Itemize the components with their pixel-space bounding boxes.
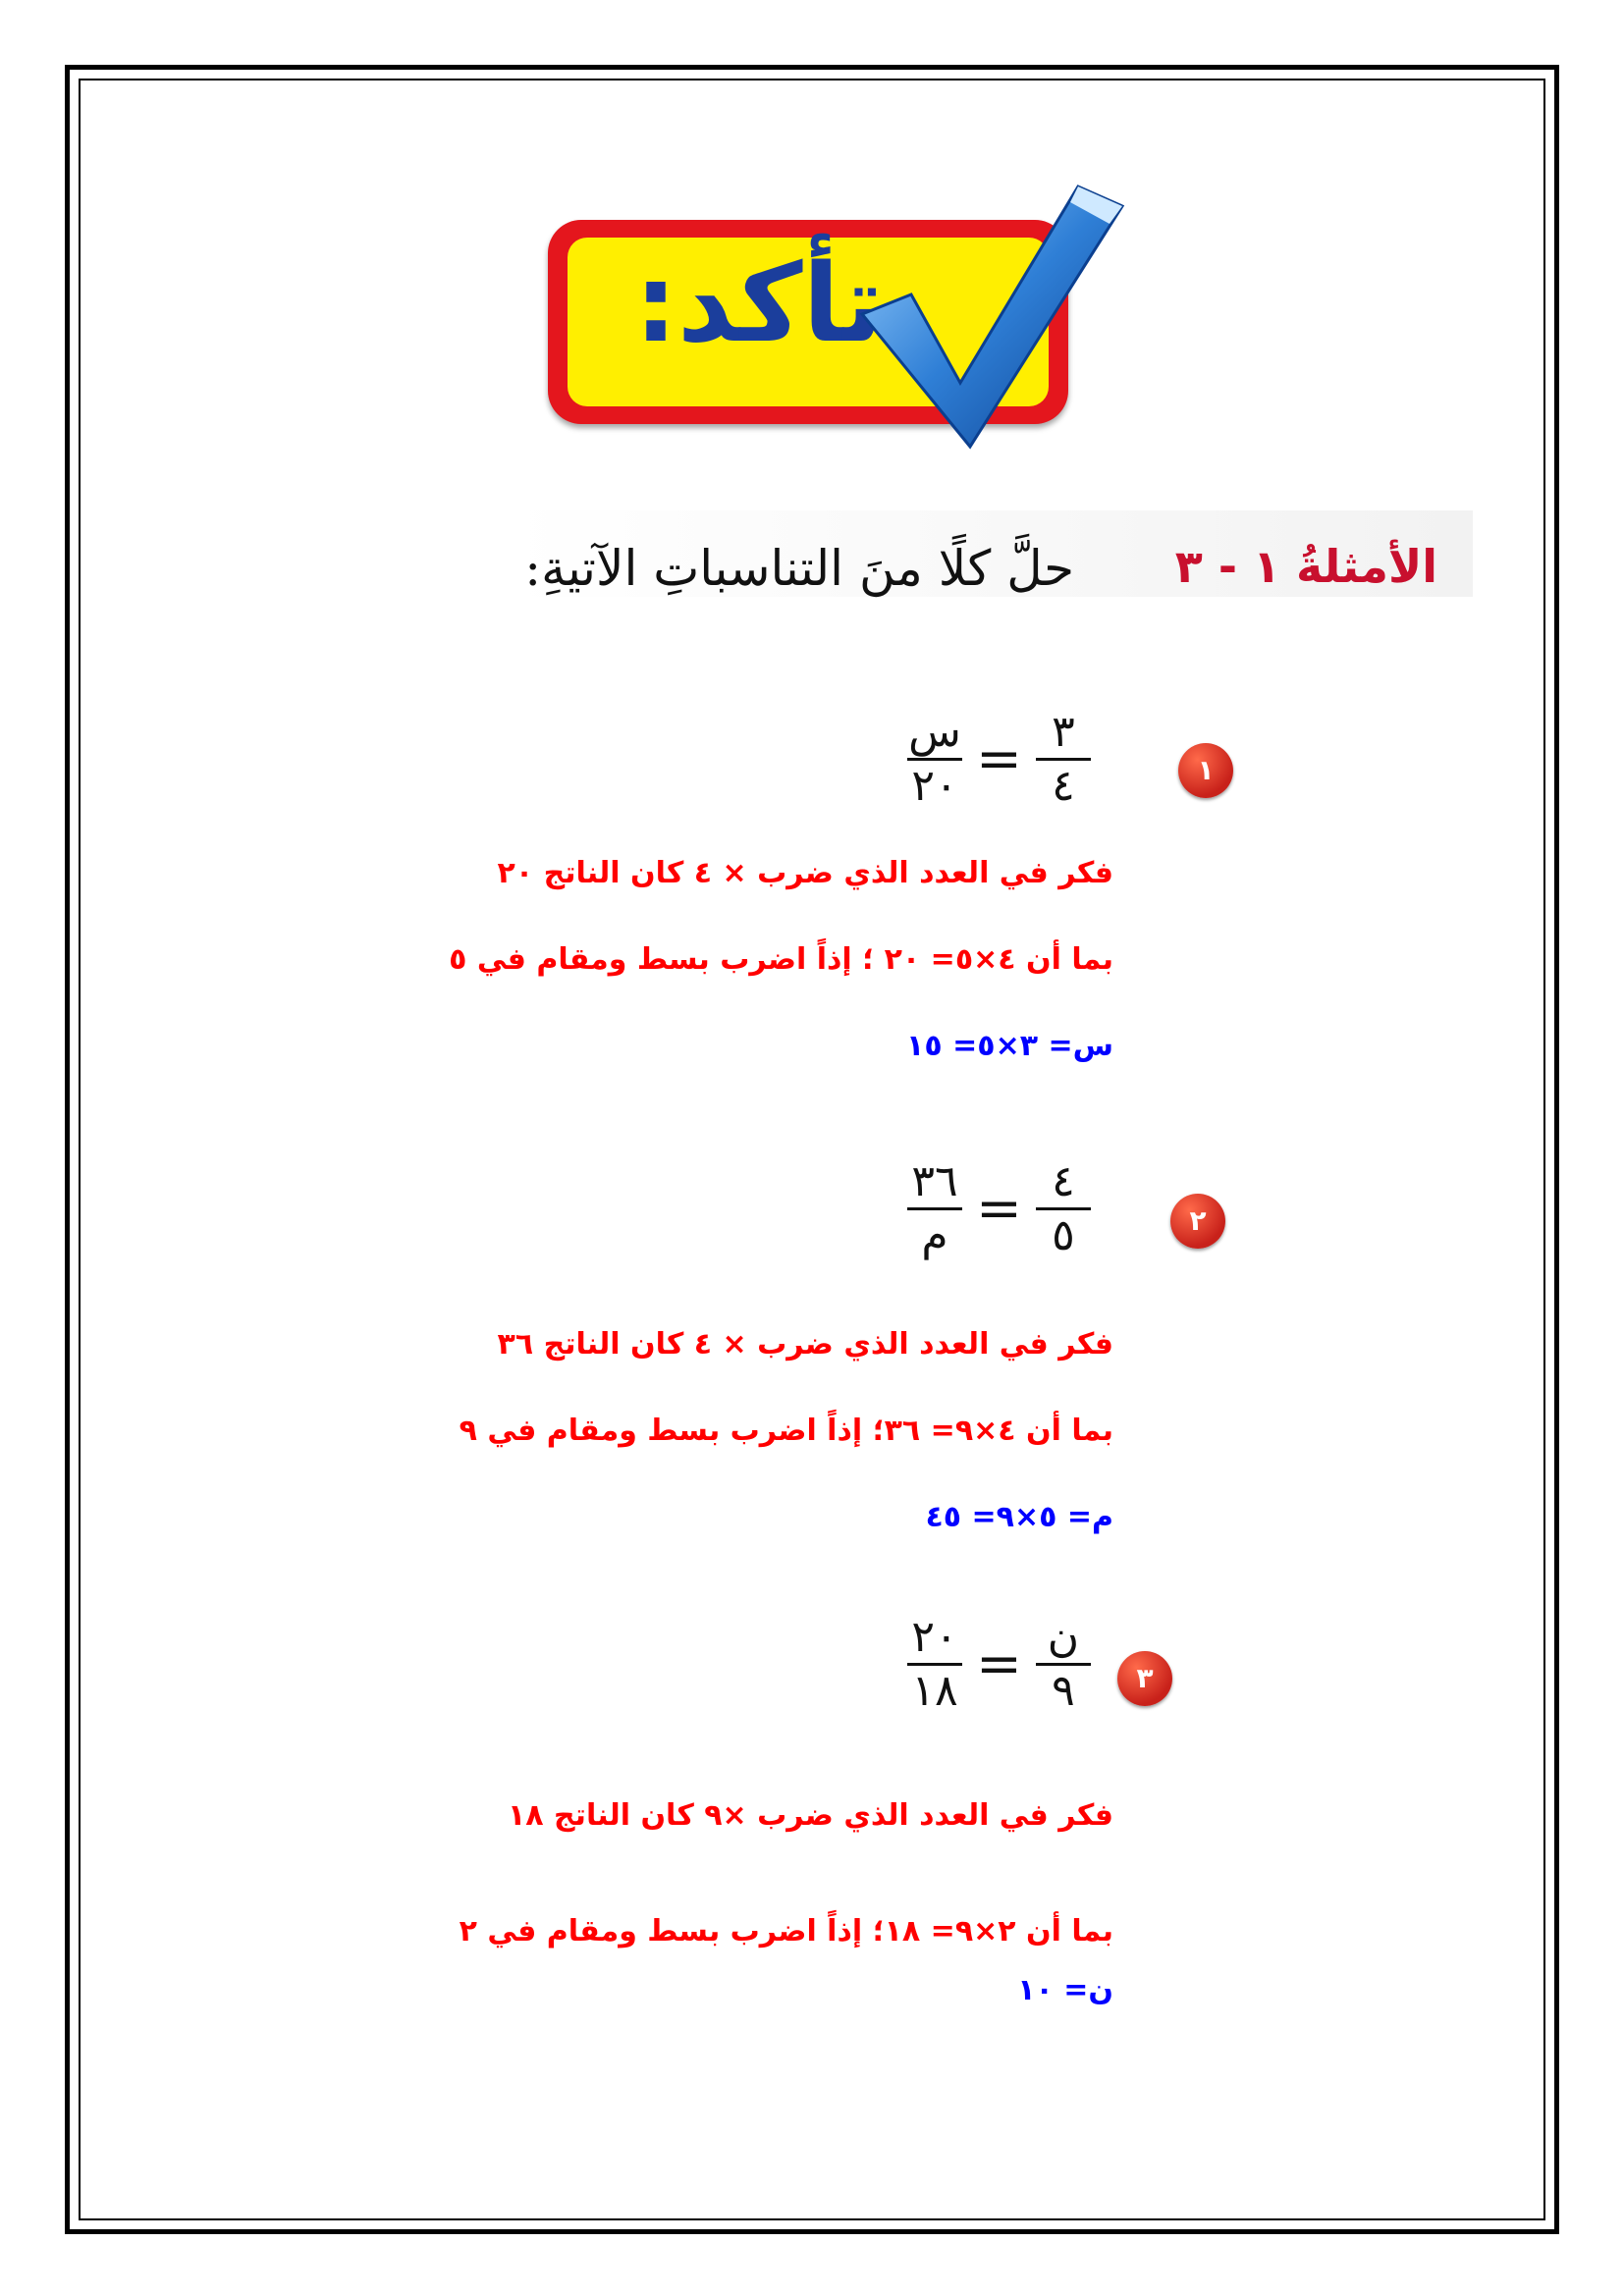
problem-1-right-fraction [1036, 707, 1091, 812]
fraction-numerator: ٣٦ [911, 1156, 958, 1206]
problem-3-left-fraction [907, 1612, 962, 1717]
fraction-denominator: م [921, 1210, 948, 1260]
fraction-denominator: ٥ [1052, 1210, 1075, 1260]
problem-1-left-fraction [907, 707, 962, 812]
problem-3-equation [907, 1612, 1091, 1717]
fraction-numerator: ن [1047, 1612, 1080, 1662]
fraction-denominator: ٢٠ [911, 761, 958, 811]
instruction: حلَّ كلًا منَ التناسباتِ الآتيةِ: [524, 540, 1074, 597]
checkmark-icon [852, 167, 1137, 461]
fraction-numerator: ٢٠ [911, 1612, 958, 1662]
lesson-label: الأمثلةُ ١ - ٣ [1174, 540, 1437, 593]
problem-3-badge: ٣ [1117, 1651, 1172, 1706]
problem-3-answer: ن= ١٠ [1017, 1973, 1113, 2007]
banner-title: تأكد: [633, 240, 885, 366]
equals-sign: = [976, 727, 1022, 791]
problem-1-badge: ١ [1178, 743, 1233, 798]
fraction-numerator: س [908, 707, 961, 757]
problem-2-equation [907, 1156, 1091, 1261]
fraction-denominator: ٤ [1052, 761, 1075, 811]
equals-sign: = [976, 1177, 1022, 1241]
problem-1-answer: س= ٣×٥= ١٥ [906, 1029, 1113, 1063]
problem-2-right-fraction [1036, 1156, 1091, 1261]
problem-2-line-1: فكر في العدد الذي ضرب × ٤ كان الناتج ٣٦ [497, 1327, 1113, 1362]
problem-1-line-1: فكر في العدد الذي ضرب × ٤ كان الناتج ٢٠ [497, 856, 1113, 890]
fraction-numerator: ٣ [1052, 707, 1075, 757]
problem-2-left-fraction [907, 1156, 962, 1261]
fraction-numerator: ٤ [1052, 1156, 1075, 1206]
problem-1-equation [907, 707, 1091, 812]
fraction-denominator: ١٨ [911, 1666, 958, 1716]
fraction-denominator: ٩ [1052, 1666, 1075, 1716]
problem-3-line-2: بما أن ٢×٩= ١٨؛ إذاً اضرب بسط ومقام في ٢ [459, 1914, 1113, 1949]
problem-3-right-fraction [1036, 1612, 1091, 1717]
problem-2-answer: م= ٥×٩= ٤٥ [925, 1500, 1113, 1534]
problem-2-badge: ٢ [1170, 1194, 1225, 1249]
equals-sign: = [976, 1632, 1022, 1696]
problem-2-line-2: بما أن ٤×٩= ٣٦؛ إذاً اضرب بسط ومقام في ٩ [459, 1414, 1113, 1448]
problem-3-line-1: فكر في العدد الذي ضرب ×٩ كان الناتج ١٨ [507, 1798, 1113, 1833]
problem-1-line-2: بما أن ٤×٥= ٢٠ ؛ إذاً اضرب بسط ومقام في ٥ [449, 942, 1113, 977]
